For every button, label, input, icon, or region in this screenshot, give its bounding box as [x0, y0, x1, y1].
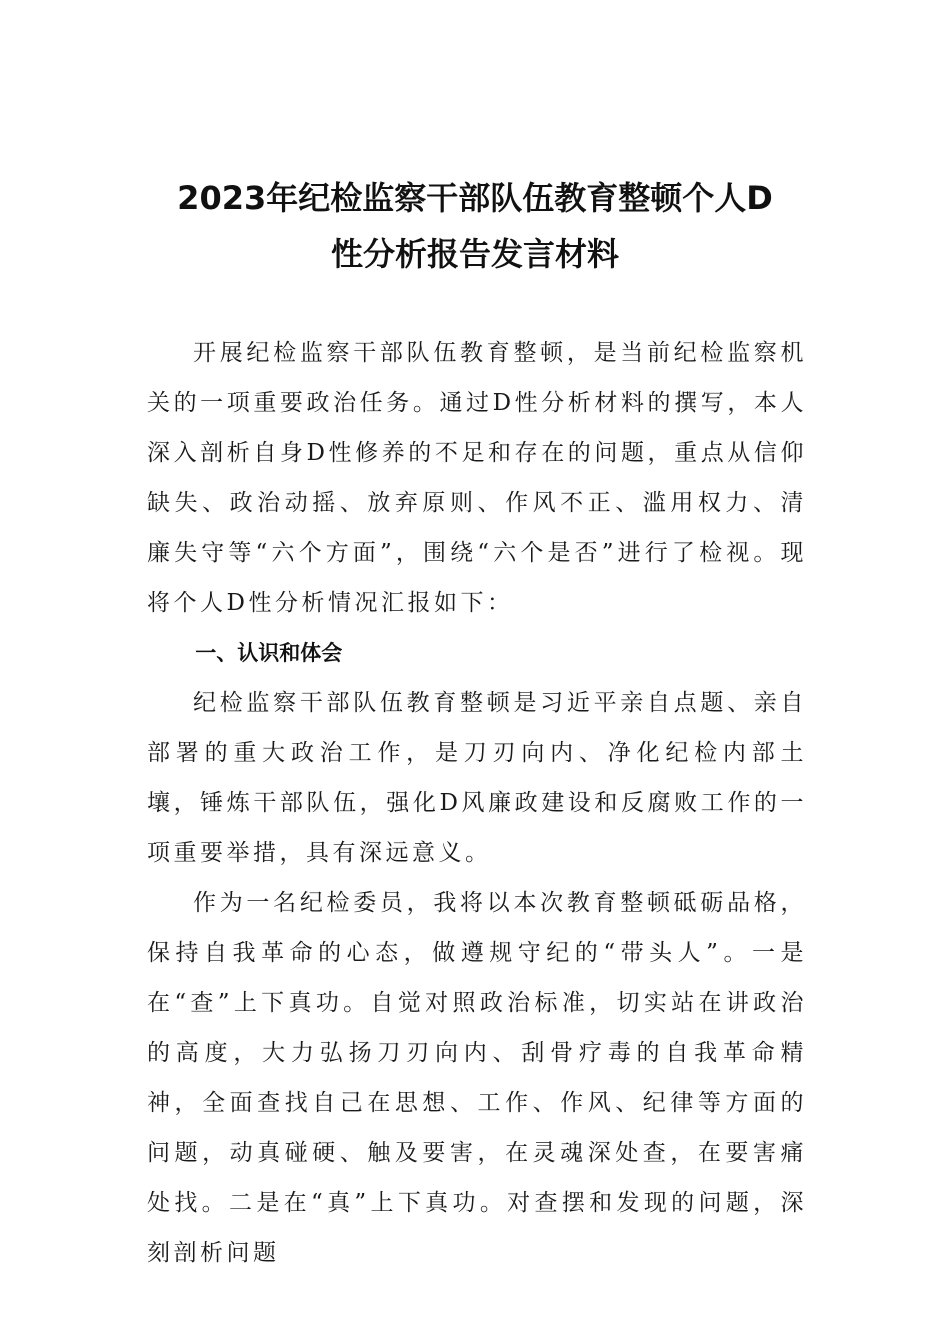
body-paragraph-1: 纪检监察干部队伍教育整顿是习近平亲自点题、亲自部署的重大政治工作，是刀刃向内、净化纪检内部土壤，锤炼干部队伍，强化D风廉政建设和反腐败工作的一项重要举措，具有深远意义。	[147, 690, 807, 866]
title-line-2: 性分析报告发言材料	[330, 235, 619, 273]
title-line-1: 2023年纪检监察干部队伍教育整顿个人D	[177, 179, 773, 217]
document-title	[120, 170, 830, 282]
intro-paragraph: 开展纪检监察干部队伍教育整顿，是当前纪检监察机关的一项重要政治任务。通过D性分析材料的撰写，本人深入剖析自身D性修养的不足和存在的问题，重点从信仰缺失、政治动摇、放弃原则、作风不正、滥用权力、清廉失守等“六个方面”，围绕“六个是否”进行了检视。现将个人D性分析情况汇报如下：	[147, 340, 807, 616]
body-paragraph-2: 作为一名纪检委员，我将以本次教育整顿砥砺品格，保持自我革命的心态，做遵规守纪的“带头人”。一是在“查”上下真功。自觉对照政治标准，切实站在讲政治的高度，大力弘扬刀刃向内、刮骨疗毒的自我革命精神，全面查找自己在思想、工作、作风、纪律等方面的问题，动真碰硬、触及要害，在灵魂深处查，在要害痛处找。二是在“真”上下真功。对查摆和发现的问题，深刻剖析问题	[147, 890, 807, 1266]
document-body	[147, 328, 807, 1278]
section-heading: 一、认识和体会	[195, 641, 343, 665]
